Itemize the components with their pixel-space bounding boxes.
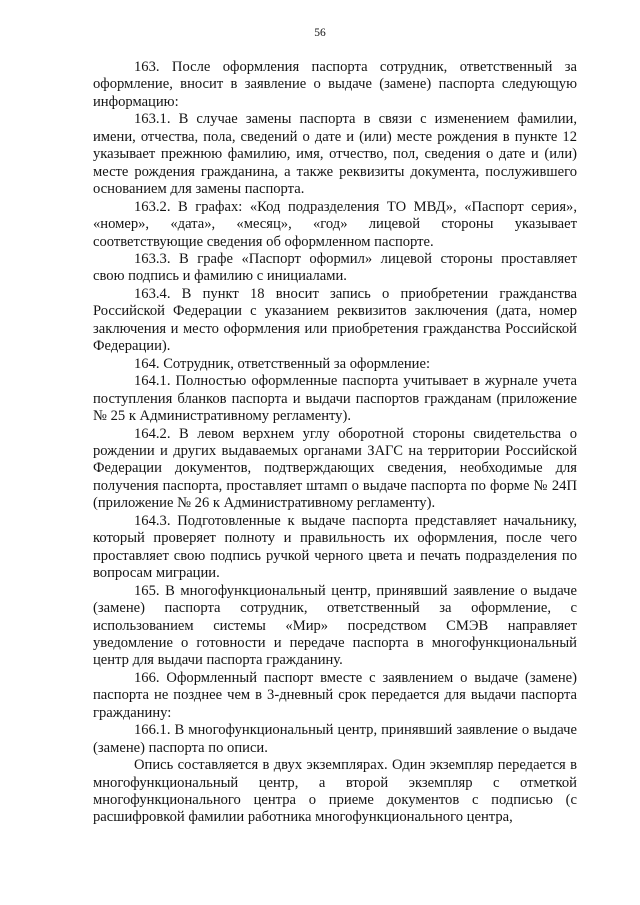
paragraph-164-1: 164.1. Полностью оформленные паспорта учитывает в журнале учета поступления бланков паспорта и выдачи паспортов гражданам (приложение № 25 к Административному регламенту). xyxy=(93,373,577,425)
paragraph-163-1: 163.1. В случае замены паспорта в связи с изменением фамилии, имени, отчества, пола, сведений о дате и (или) месте рождения в пункте 12 указывает прежнюю фамилию, имя, отчество, пол, сведения о дате и (или) месте рождения гражданина, а также реквизиты документа, послужившего основанием для замены паспорта. xyxy=(93,111,577,198)
paragraph-164-2: 164.2. В левом верхнем углу оборотной стороны свидетельства о рождении и других выдаваемых органами ЗАГС на территории Российской Федерации документов, подтверждающих сведения, необходимые для получения паспорта, проставляет штамп о выдаче паспорта по форме № 24П (приложение № 26 к Административному регламенту). xyxy=(93,425,577,512)
paragraph-163-2: 163.2. В графах: «Код подразделения ТО МВД», «Паспорт серия», «номер», «дата», «месяц», «год» лицевой стороны указывает соответствующие сведения об оформленном паспорте. xyxy=(93,198,577,250)
paragraph-165: 165. В многофункциональный центр, принявший заявление о выдаче (замене) паспорта сотрудник, ответственный за оформление, с использованием системы «Мир» посредством СМЭВ направляет уведомление о готовности и передаче паспорта в многофункциональный центр для выдачи паспорта гражданину. xyxy=(93,582,577,669)
paragraph-164: 164. Сотрудник, ответственный за оформление: xyxy=(134,355,431,372)
paragraph-163-3: 163.3. В графе «Паспорт оформил» лицевой стороны проставляет свою подпись и фамилию с инициалами. xyxy=(93,250,577,285)
document-body xyxy=(93,59,577,827)
paragraph-inventory: Опись составляется в двух экземплярах. Один экземпляр передается в многофункциональный центр, а второй экземпляр с отметкой многофункционального центра о приеме документов с подписью (с расшифровкой фамилии работника многофункционального центра, xyxy=(93,757,577,826)
paragraph-163: 163. После оформления паспорта сотрудник, ответственный за оформление, вносит в заявление о выдаче (замене) паспорта следующую информацию: xyxy=(93,59,577,110)
page-number: 56 xyxy=(314,27,326,39)
paragraph-166-1: 166.1. В многофункциональный центр, принявший заявление о выдаче (замене) паспорта по описи. xyxy=(93,722,577,756)
paragraph-166: 166. Оформленный паспорт вместе с заявлением о выдаче (замене) паспорта не позднее чем в 3-дневный срок передается для выдачи паспорта гражданину: xyxy=(93,669,577,721)
paragraph-163-4: 163.4. В пункт 18 вносит запись о приобретении гражданства Российской Федерации с указанием реквизитов заключения (дата, номер заключения и место оформления или приобретения гражданства Российской Федерации). xyxy=(93,285,577,355)
paragraph-164-3: 164.3. Подготовленные к выдаче паспорта представляет начальнику, который проверяет полноту и правильность их оформления, после чего проставляет свою подпись ручкой черного цвета и печать подразделения по вопросам миграции. xyxy=(93,512,577,582)
